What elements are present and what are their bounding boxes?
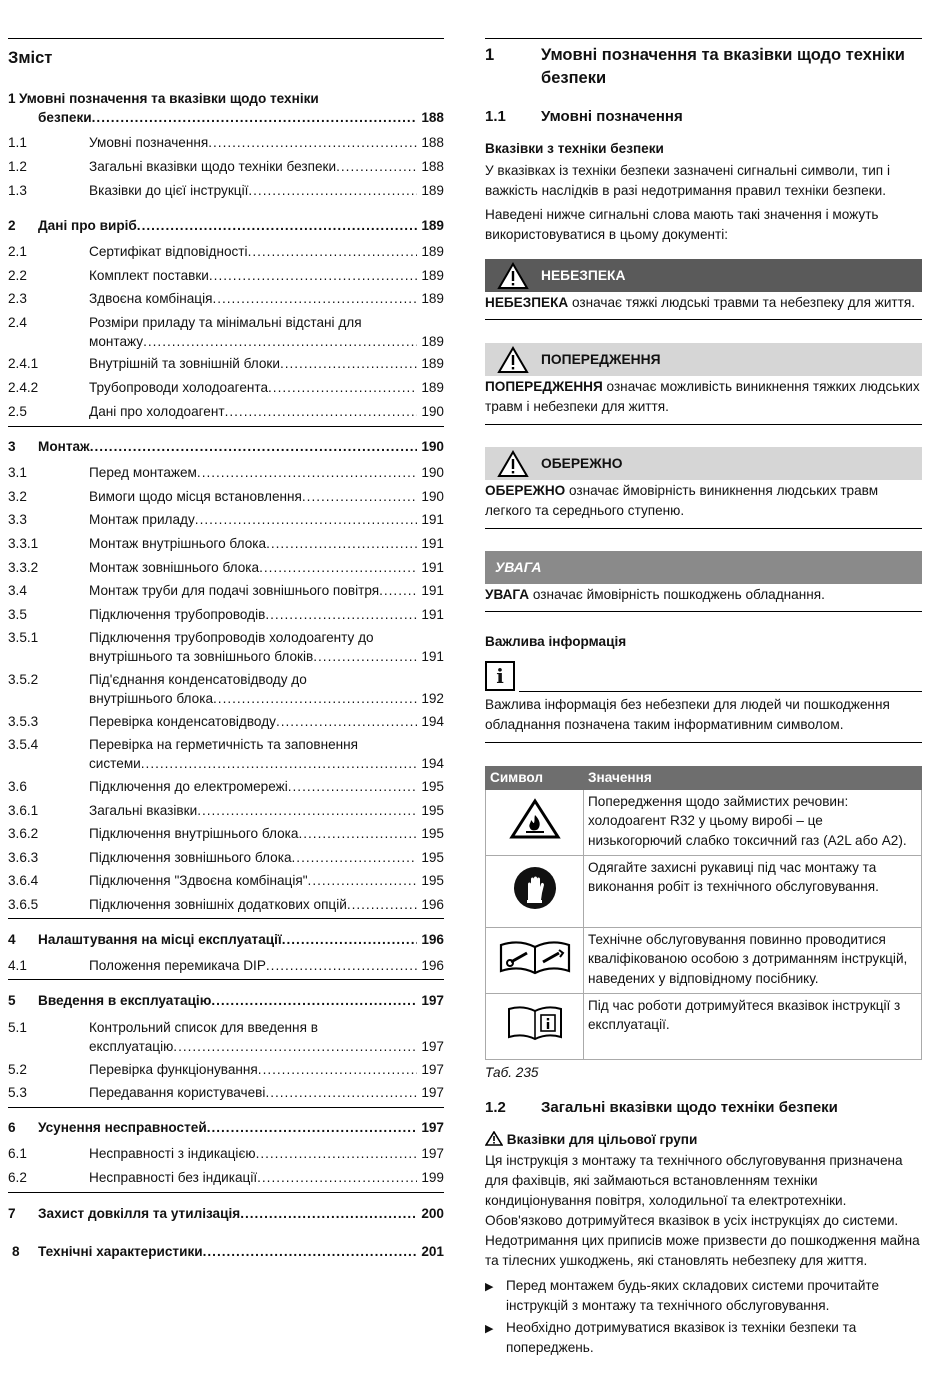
toc-entry-title: монтажу	[89, 334, 144, 350]
operating-manual-icon	[505, 1003, 565, 1043]
toc-entry-page: 191	[421, 607, 444, 622]
target-group-heading: Вказівки для цільової групи	[485, 1130, 922, 1149]
table-row	[486, 993, 922, 1059]
warning-triangle-icon	[485, 1131, 503, 1146]
toc-entry-number: 3	[8, 439, 16, 454]
toc-leader-dots	[208, 133, 417, 152]
toc-entry-page: 190	[421, 465, 444, 480]
toc-leader-dots	[288, 777, 418, 796]
toc-entry-title: Сертифікат відповідності	[89, 244, 248, 259]
toc-entry-page: 195	[421, 873, 444, 888]
toc-entry-number: 1	[8, 91, 16, 106]
flammable-warning-icon	[509, 798, 561, 840]
toc-entry-title: Усунення несправностей	[38, 1120, 207, 1135]
table-cell-icon	[486, 993, 584, 1059]
toc-entry-title-line: Підключення трубопроводів холодоагенту до	[89, 630, 374, 645]
toc-section-rule	[8, 1192, 444, 1193]
toc-entry-title: Захист довкілля та утилізація	[38, 1206, 241, 1221]
toc-entry-number: 6.1	[8, 1146, 27, 1161]
toc-entry-number: 2.4.2	[8, 380, 39, 395]
toc-entry-number: 2.3	[8, 291, 27, 306]
warning-triangle-icon	[497, 346, 529, 374]
toc-entry-page: 197	[421, 1039, 444, 1055]
toc-entry-page: 192	[421, 691, 444, 707]
toc-entry-number: 3.3	[8, 512, 27, 527]
toc-entry-number: 3.5.1	[8, 630, 39, 645]
toc-entry-title: Дані про холодоагент	[89, 404, 225, 419]
toc-entry-title: Умовні позначення	[89, 135, 209, 150]
toc-entry-title: Монтаж приладу	[89, 512, 195, 527]
toc-entry-title: внутрішнього блока	[89, 691, 214, 707]
table-header-row	[486, 767, 922, 790]
toc-entry-title: Монтаж труби для подачі зовнішнього повітря	[89, 583, 380, 598]
toc-leader-dots	[265, 1083, 417, 1102]
toc-leader-dots	[257, 1168, 417, 1187]
toc-entry-page: 189	[421, 268, 444, 283]
toc-leader-dots	[197, 463, 417, 482]
warning-triangle-icon	[497, 450, 529, 478]
table-cell-icon	[486, 927, 584, 993]
table-row	[486, 927, 922, 993]
protective-gloves-icon	[513, 866, 557, 910]
toc-entry-number: 3.2	[8, 489, 27, 504]
danger-bar	[485, 259, 922, 292]
toc-entry-number: 2.2	[8, 268, 27, 283]
toc-entry-title: Дані про виріб	[38, 218, 137, 233]
table-cell-text: Попередження щодо займистих речовин: холодоагент R32 у цьому виробі – це низькогорючий слабко токсичний газ (A2L або A2).	[584, 789, 922, 855]
toc-leader-dots	[141, 754, 418, 773]
toc-leader-dots	[308, 871, 418, 890]
toc-entry-page: 196	[421, 932, 444, 947]
toc-leader-dots	[173, 1037, 417, 1056]
toc-entry-number: 3.6.3	[8, 850, 39, 865]
toc-entry-title: Технічні характеристики	[38, 1244, 203, 1259]
toc-leader-dots	[266, 534, 417, 553]
toc-leader-dots	[282, 930, 418, 949]
table-header-symbol: Символ	[486, 767, 584, 790]
target-group-text: Ця інструкція з монтажу та технічного обслуговування призначена для фахівців, які займаються встановленням техніки кондиціонування повітря, холодильної та електротехніки. Обов'язково дотримуйтеся вказівок в усіх інструкціях до системи. Недотримання цих приписів може призвести до пошкодження майна та тілесних ушкоджень, які становлять небезпеку для життя.	[485, 1153, 920, 1268]
important-info-text: Важлива інформація без небезпеки для людей чи пошкодження обладнання позначена таким інформативним символом.	[485, 695, 922, 743]
toc-leader-dots	[90, 437, 418, 456]
toc-entry-page: 191	[421, 512, 444, 527]
toc-leader-dots	[225, 402, 418, 421]
toc-leader-dots	[379, 581, 417, 600]
toc-entry-title: Налаштування на місці експлуатації	[38, 932, 282, 947]
toc-entry-title: Перевірка конденсатовідводу	[89, 714, 276, 729]
toc-title: Зміст	[8, 38, 444, 70]
toc-leader-dots	[195, 510, 418, 529]
toc-entry-number: 5.3	[8, 1085, 27, 1100]
danger-label: НЕБЕЗПЕКА	[541, 267, 626, 283]
toc-entry-page: 189	[421, 291, 444, 306]
table-cell-text: Під час роботи дотримуйтеся вказівок інструкції з експлуатації.	[584, 993, 922, 1059]
caution-bar	[485, 447, 922, 480]
toc-leader-dots	[248, 181, 417, 200]
toc-entry-number: 2.4.1	[8, 356, 39, 371]
toc-entry-page: 190	[421, 404, 444, 419]
warning-text: ПОПЕРЕДЖЕННЯ означає можливість виникнення тяжких людських травм і небезпеки для життя.	[485, 377, 922, 425]
toc-leader-dots	[259, 558, 417, 577]
toc-section-rule	[8, 1107, 444, 1108]
toc-leader-dots	[197, 801, 417, 820]
toc-entry-number: 3.3.2	[8, 560, 39, 575]
toc-entry-title: Перевірка функціонування	[89, 1062, 258, 1077]
symbols-table	[485, 766, 922, 1060]
toc-entry-title: Підключення "Здвоєна комбінація"	[89, 873, 308, 888]
toc-entry-title: Положення перемикача DIP	[89, 958, 266, 973]
table-cell-text: Технічне обслуговування повинно проводитися кваліфікованою особою з дотриманням інструкцій, наведених у відповідному посібнику.	[584, 927, 922, 993]
toc-entry-number: 6.2	[8, 1170, 27, 1185]
toc-entry-number: 3.5.2	[8, 672, 39, 687]
toc-leader-dots	[213, 689, 417, 708]
toc-leader-dots	[302, 487, 417, 506]
toc-entry-number: 6	[8, 1120, 16, 1135]
toc-entry-title: Перед монтажем	[89, 465, 197, 480]
toc-leader-dots	[313, 647, 417, 666]
toc-entry-number: 3.3.1	[8, 536, 39, 551]
toc-entry-page: 190	[421, 439, 444, 454]
toc-entry-page: 197	[421, 1085, 444, 1100]
notice-text: УВАГА означає ймовірність пошкоджень обладнання.	[485, 585, 922, 612]
toc-entry-page: 196	[421, 958, 444, 973]
toc-entry-title: експлуатацію	[89, 1039, 174, 1055]
toc-entry-title: Підключення внутрішнього блока	[89, 826, 299, 841]
toc-leader-dots	[209, 266, 417, 285]
toc-entry-page: 189	[421, 380, 444, 395]
toc-entry-number: 3.6.1	[8, 803, 39, 818]
toc-entry-title: Несправності без індикації	[89, 1170, 258, 1185]
toc-entry-number: 3.5.3	[8, 714, 39, 729]
toc-entry-title: Передавання користувачеві	[89, 1085, 266, 1100]
warning-bar	[485, 343, 922, 376]
notice-bar	[485, 551, 922, 584]
toc-entry-title-line: Розміри приладу та мінімальні відстані для	[89, 315, 362, 330]
toc-entry-page: 195	[421, 779, 444, 794]
toc-entry-title-line: Перевірка на герметичність та заповнення	[89, 737, 359, 752]
toc-entry-number: 8	[12, 1244, 20, 1259]
toc-entry-number: 2	[8, 218, 16, 233]
toc-entry-title: Загальні вказівки щодо техніки безпеки	[89, 159, 337, 174]
toc-entry-number: 3.6.5	[8, 897, 39, 912]
toc-entry-title: Несправності з індикацією	[89, 1146, 256, 1161]
table-caption: Таб. 235	[485, 1065, 539, 1080]
toc-leader-dots	[276, 712, 417, 731]
toc-leader-dots	[268, 378, 417, 397]
toc-entry-title-line: Умовні позначення та вказівки щодо техніки	[19, 91, 319, 106]
toc-leader-dots	[292, 848, 418, 867]
toc-leader-dots	[258, 1060, 418, 1079]
toc-entry-page: 188	[421, 110, 444, 126]
arrow-bullet-icon: ▶	[485, 1281, 494, 1293]
toc-leader-dots	[137, 216, 418, 235]
table-row	[486, 789, 922, 855]
toc-entry-page: 197	[421, 1146, 444, 1161]
toc-leader-dots	[280, 354, 417, 373]
toc-entry-number: 3.5	[8, 607, 27, 622]
toc-entry-title: Загальні вказівки	[89, 803, 198, 818]
toc-entry-number: 5	[8, 993, 16, 1008]
toc-entry-page: 189	[421, 218, 444, 233]
top-rule	[485, 38, 922, 39]
table-cell-text: Одягайте захисні рукавиці під час монтажу та виконання робіт із технічного обслуговування.	[584, 855, 922, 927]
toc-leader-dots	[212, 289, 417, 308]
toc-entry-page: 195	[421, 803, 444, 818]
toc-entry-page: 189	[421, 183, 444, 198]
toc-entry-number: 3.6.2	[8, 826, 39, 841]
toc-entry-title: Здвоєна комбінація	[89, 291, 213, 306]
table-cell-icon	[486, 789, 584, 855]
toc-entry-title: безпеки	[38, 110, 92, 126]
toc-entry-number: 3.5.4	[8, 737, 39, 752]
table-header-meaning: Значення	[584, 767, 922, 790]
toc-entry-page: 188	[421, 135, 444, 150]
toc-leader-dots	[207, 1118, 418, 1137]
toc-entry-title: Підключення до електромережі	[89, 779, 288, 794]
toc-entry-number: 2.1	[8, 244, 27, 259]
toc-entry-number: 3.6.4	[8, 873, 39, 888]
toc-entry-page: 196	[421, 897, 444, 912]
info-icon: i	[485, 661, 515, 691]
toc-leader-dots	[265, 605, 417, 624]
toc-leader-dots	[248, 242, 418, 261]
safety-notes-heading: Вказівки з техніки безпеки	[485, 141, 664, 156]
toc-entry-page: 190	[421, 489, 444, 504]
toc-entry-page: 194	[421, 756, 444, 772]
toc-entry-title: Внутрішній та зовнішній блоки	[89, 356, 280, 371]
toc-entry-title: Підключення зовнішнього блока	[89, 850, 292, 865]
toc-entry-page: 191	[421, 649, 444, 665]
toc-entry-number: 3.6	[8, 779, 27, 794]
toc-entry-page: 197	[421, 993, 444, 1008]
warning-triangle-icon	[497, 262, 529, 290]
toc-leader-dots	[256, 1144, 418, 1163]
toc-entry-number: 4.1	[8, 958, 27, 973]
toc-leader-dots	[336, 157, 417, 176]
toc-entry-number: 5.2	[8, 1062, 27, 1077]
toc-section-rule	[8, 979, 444, 980]
toc-entry-title: Введення в експлуатацію	[38, 993, 212, 1008]
toc-leader-dots	[92, 108, 418, 127]
important-info-heading: Важлива інформація	[485, 634, 627, 649]
toc-entry-page: 199	[421, 1170, 444, 1185]
toc-leader-dots	[211, 991, 417, 1010]
toc-entry-number: 3.1	[8, 465, 27, 480]
toc-entry-page: 197	[421, 1120, 444, 1135]
toc-entry-title: Монтаж	[38, 439, 90, 454]
toc-entry-number: 3.4	[8, 583, 27, 598]
toc-entry-page: 194	[421, 714, 444, 729]
toc-entry-number: 5.1	[8, 1020, 27, 1035]
toc-leader-dots	[298, 824, 417, 843]
toc-entry-number: 2.5	[8, 404, 27, 419]
toc-entry-page: 197	[421, 1062, 444, 1077]
toc-entry-page: 191	[421, 536, 444, 551]
toc-entry-title: Комплект поставки	[89, 268, 209, 283]
toc-leader-dots	[143, 332, 417, 351]
toc-leader-dots	[203, 1242, 418, 1261]
toc-entry-page: 188	[421, 159, 444, 174]
toc-entry-title: Трубопроводи холодоагента	[89, 380, 269, 395]
toc-leader-dots	[266, 956, 417, 975]
toc-entry-page: 189	[421, 356, 444, 371]
toc-entry-number: 7	[8, 1206, 16, 1221]
table-cell-icon	[486, 855, 584, 927]
safety-paragraph-1: У вказівках із техніки безпеки зазначені сигнальні символи, тип і важкість наслідків в разі недотримання правил техніки безпеки.	[485, 163, 890, 199]
toc-section-rule	[8, 918, 444, 919]
toc-entry-number: 2.4	[8, 315, 27, 330]
toc-entry-number: 1.3	[8, 183, 27, 198]
toc-entry-title: Вказівки до цієї інструкції	[89, 183, 249, 198]
toc-entry-page: 200	[421, 1206, 444, 1221]
toc-entry-page: 191	[421, 560, 444, 575]
list-item: ▶ Необхідно дотримуватися вказівок із техніки безпеки та попереджень.	[485, 1320, 857, 1356]
toc-leader-dots	[347, 895, 417, 914]
toc-section-rule	[8, 426, 444, 427]
toc-entry-title: Підключення зовнішніх додаткових опцій	[89, 897, 347, 912]
info-rule	[519, 691, 922, 692]
toc-leader-dots	[240, 1204, 417, 1223]
toc-entry-title: Монтаж зовнішнього блока	[89, 560, 260, 575]
toc-entry-title: Монтаж внутрішнього блока	[89, 536, 267, 551]
safety-paragraph-2: Наведені нижче сигнальні слова мають такі значення і можуть використовуватися в цьому документі:	[485, 207, 879, 243]
toc-entry-page: 201	[421, 1244, 444, 1259]
toc-entry-title-line: Під'єднання конденсатовідводу до	[89, 672, 307, 687]
toc-entry-title: системи	[89, 756, 141, 772]
caution-text: ОБЕРЕЖНО означає ймовірність виникнення людських травм легкого та середнього ступеню.	[485, 481, 922, 529]
danger-text: НЕБЕЗПЕКА означає тяжкі людські травми та небезпеку для життя.	[485, 293, 922, 320]
service-manual-icon	[497, 937, 573, 977]
table-row	[486, 855, 922, 927]
toc-entry-number: 1.1	[8, 135, 27, 150]
toc-entry-page: 191	[421, 583, 444, 598]
toc-entry-page: 195	[421, 850, 444, 865]
arrow-bullet-icon: ▶	[485, 1323, 494, 1335]
caution-label: ОБЕРЕЖНО	[541, 455, 623, 471]
toc-entry-title: внутрішнього та зовнішнього блоків	[89, 649, 314, 665]
toc-entry-page: 195	[421, 826, 444, 841]
toc-entry-page: 189	[421, 334, 444, 350]
toc-entry-number: 1.2	[8, 159, 27, 174]
toc-entry-number: 4	[8, 932, 16, 947]
toc-entry-page: 189	[421, 244, 444, 259]
toc-entry-title: Підключення трубопроводів	[89, 607, 266, 622]
warning-label: ПОПЕРЕДЖЕННЯ	[541, 351, 661, 367]
toc-entry-title-line: Контрольний список для введення в	[89, 1020, 318, 1035]
list-item: ▶ Перед монтажем будь-яких складових системи прочитайте інструкцій з монтажу та технічного обслуговування.	[485, 1278, 880, 1314]
notice-label: УВАГА	[495, 559, 542, 575]
toc-entry-title: Вимоги щодо місця встановлення	[89, 489, 302, 504]
